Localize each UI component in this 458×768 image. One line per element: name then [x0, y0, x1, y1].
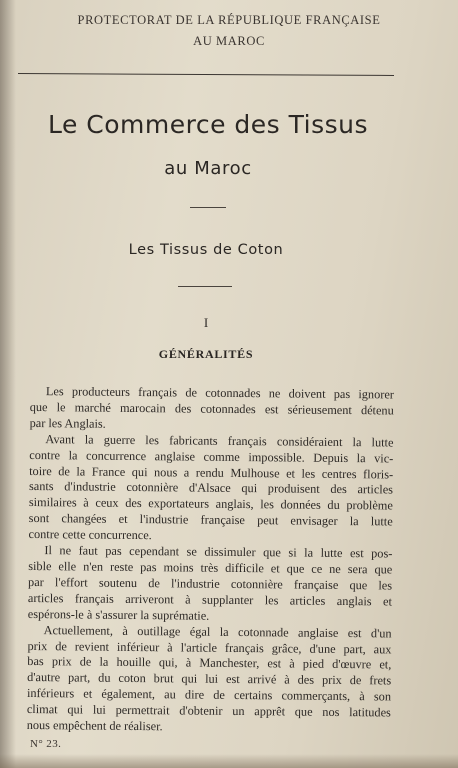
section-divider — [178, 286, 232, 287]
body-line: que le marché marocain des cotonnades est sérieusement détenu — [29, 399, 394, 418]
body-line: similaires à ceux des exportateurs anglais, les données du problème — [28, 495, 393, 513]
body-line: toire de la France qui nous a rendu Mulhouse et les centres floris- — [29, 463, 394, 482]
body-line: sible elle n'en reste pas moins très difficile et que ce ne sera que — [28, 558, 393, 577]
body-line: d'autre part, du coton brut qui lui est arrivé à des prix de frets — [27, 670, 392, 688]
body-line: sont changées et l'industrie française peut envisager la lutte — [28, 511, 393, 529]
publisher-header — [0, 10, 458, 52]
body-line: contre la concurrence anglaise comme impossible. Depuis la vic- — [29, 447, 394, 466]
body-line: prix de revient inférieur à l'article français grâce, d'une part, aux — [27, 638, 392, 656]
page-bottom-edge — [0, 754, 458, 768]
header-divider — [18, 73, 394, 76]
body-line: par les Anglais. — [29, 415, 106, 431]
body-line: climat qui lui permettrait d'obtenir un apprêt que nos latitudes — [26, 702, 391, 720]
body-text — [27, 384, 394, 737]
body-line: Les producteurs français de cotonnades ne doivent pas ignorer — [45, 384, 394, 402]
body-line: Il ne faut pas cependant se dissimuler que si la lutte est pos- — [44, 543, 393, 561]
chapter-number: I — [203, 315, 209, 330]
document-title: Le Commerce des Tissus — [47, 110, 369, 139]
body-line: nous empêchent de réaliser. — [26, 718, 163, 734]
document-subtitle: au Maroc — [164, 158, 252, 179]
body-line: bas prix de la houille qui, à Manchester, est à pied d'œuvre et, — [27, 654, 392, 672]
body-line: par l'effort soutenu de l'industrie cotonnière française que les — [28, 574, 393, 593]
section-title: Les Tissus de Coton — [128, 242, 284, 258]
title-divider — [190, 207, 226, 208]
body-line: articles français arriveront à supplanter les articles anglais et — [27, 590, 392, 609]
page-signature: N° 23. — [30, 738, 62, 750]
header-line-1: PROTECTORAT DE LA RÉPUBLIQUE FRANÇAISE — [77, 13, 381, 27]
body-line: contre cette concurrence. — [28, 527, 152, 543]
body-line: inférieurs et également, au dire de certains commerçants, à son — [26, 686, 392, 704]
chapter-heading: GÉNÉRALITÉS — [158, 347, 254, 361]
body-line: Avant la guerre les fabricants français considéraient la lutte — [45, 431, 394, 450]
header-line-2: AU MAROC — [193, 34, 265, 48]
body-line: sants d'industrie cotonnière d'Alsace qui produisent des articles — [28, 479, 394, 497]
body-line: Actuellement, à outillage égal la cotonnade anglaise est d'un — [43, 622, 392, 641]
body-line: espérons-le à s'assurer la suprématie. — [27, 606, 210, 623]
